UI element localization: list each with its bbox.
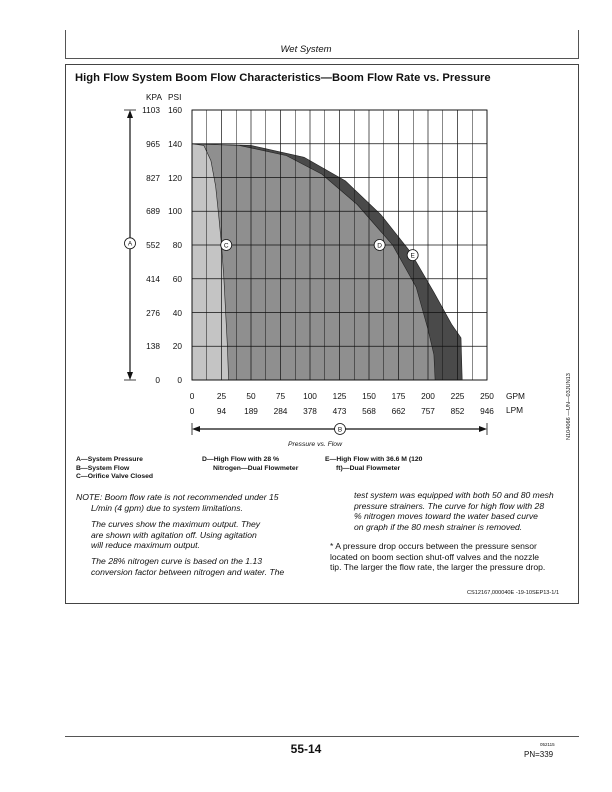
note-1-line-2: L/min (4 gpm) due to system limitations. — [91, 502, 243, 513]
kpa-tick-label: 1103 — [142, 105, 160, 115]
psi-tick-label: 100 — [168, 206, 182, 217]
note-2-line-3: will reduce maximum output. — [91, 540, 200, 551]
gpm-tick-label: 50 — [246, 391, 256, 401]
legend-e-line2: ft)—Dual Flowmeter — [336, 464, 401, 472]
note-5-line-1: * A pressure drop occurs between the pressure sensor — [330, 541, 537, 551]
gpm-tick-label: 125 — [332, 391, 347, 401]
lpm-tick-label: 946 — [480, 406, 494, 416]
gpm-tick-label: 75 — [275, 391, 286, 401]
note-4-line-3: % nitrogen moves toward the water based curve — [354, 511, 538, 522]
note-1-line-1: NOTE: Boom flow rate is not recommended under 15 — [76, 492, 279, 502]
gpm-tick-label: 200 — [421, 391, 435, 401]
lpm-label: LPM — [506, 405, 524, 415]
kpa-tick-label: 552 — [146, 240, 160, 250]
psi-tick-label: 160 — [168, 105, 182, 115]
note-3-line-1: The 28% nitrogen curve is based on the 1.13 — [91, 556, 263, 566]
kpa-tick-label: 827 — [146, 172, 160, 183]
psi-tick-label: 60 — [172, 273, 182, 284]
legend-c: C—Orifice Valve Closed — [76, 473, 154, 481]
footer-rule — [65, 736, 579, 737]
figure-side-code: N104066 —UN—03JUN13 — [566, 373, 572, 440]
psi-tick-label: 80 — [172, 240, 182, 250]
kpa-tick-label: 689 — [146, 206, 160, 217]
lpm-tick-label: 662 — [391, 406, 406, 416]
note-3-line-2: conversion factor between nitrogen and water. The — [91, 566, 285, 577]
note-1 — [76, 492, 279, 513]
legend-d-line1: D—High Flow with 28 % — [202, 456, 280, 463]
note-3 — [91, 556, 284, 577]
callout-e-label: E — [410, 252, 415, 260]
note-4-line-1: test system was equipped with both 50 and 80 mesh — [354, 490, 554, 500]
psi-tick-label: 0 — [177, 375, 182, 385]
gpm-tick-label: 0 — [189, 391, 195, 401]
footer-pn: PN=339 — [524, 750, 554, 759]
pressure-arrow-top — [127, 110, 133, 118]
callout-c-label: C — [223, 242, 229, 250]
note-2 — [91, 519, 260, 551]
callout-a-label: A — [127, 240, 133, 248]
section-title: Wet System — [280, 44, 332, 55]
legend-d-line2: Nitrogen—Dual Flowmeter — [213, 464, 299, 472]
callout-d-label: D — [377, 242, 382, 250]
lpm-tick-label: 284 — [273, 406, 288, 416]
psi-tick-label: 140 — [168, 138, 182, 149]
note-4-line-4: on graph if the 80 mesh strainer is removed. — [354, 521, 523, 532]
kpa-tick-label: 138 — [146, 341, 160, 352]
lpm-tick-label: 473 — [332, 406, 347, 416]
note-4-line-2: pressure strainers. The curve for high flow with 28 — [354, 500, 545, 511]
legend-e-line1: E—High Flow with 36.6 M (120 — [325, 456, 423, 463]
flow-arrow-right — [479, 426, 487, 432]
lpm-tick-label: 94 — [216, 406, 227, 416]
flow-arrow-left — [192, 426, 200, 432]
note-2-line-2: are shown with agitation off. Using agitation — [91, 529, 257, 540]
psi-tick-label: 20 — [172, 341, 182, 352]
psi-tick-label: 120 — [168, 172, 182, 183]
note-5-line-2: located on boom section shut-off valves and the nozzle — [330, 551, 540, 562]
kpa-header: KPA — [146, 92, 162, 102]
gpm-tick-label: 225 — [450, 391, 465, 401]
gpm-tick-label: 175 — [391, 391, 406, 401]
psi-tick-label: 40 — [172, 307, 182, 318]
gpm-tick-label: 150 — [362, 391, 376, 401]
gpm-tick-label: 250 — [480, 391, 494, 401]
kpa-tick-label: 414 — [146, 273, 160, 284]
kpa-tick-label: 276 — [146, 307, 160, 318]
lpm-tick-label: 378 — [303, 406, 317, 416]
lpm-tick-label: 568 — [362, 406, 376, 416]
kpa-tick-label: 965 — [146, 138, 160, 149]
lpm-tick-label: 852 — [450, 406, 465, 416]
legend-b: B—System Flow — [76, 464, 130, 472]
psi-header: PSI — [168, 92, 182, 102]
note-5 — [330, 541, 545, 573]
kpa-tick-label: 0 — [155, 375, 160, 385]
callout-b-label: B — [337, 426, 343, 434]
gpm-label: GPM — [506, 391, 525, 401]
gpm-tick-label: 100 — [303, 391, 317, 401]
footer-code: 052115 — [540, 742, 555, 747]
legend-col-3 — [325, 456, 422, 473]
gpm-tick-label: 25 — [216, 391, 227, 401]
lpm-tick-label: 0 — [189, 406, 195, 416]
chart-caption: Pressure vs. Flow — [287, 441, 342, 448]
pressure-arrow-bottom — [127, 372, 133, 380]
legend-a: A—System Pressure — [76, 456, 143, 463]
note-2-line-1: The curves show the maximum output. They — [91, 519, 261, 529]
lpm-tick-label: 757 — [421, 406, 435, 416]
page-number: 55-14 — [290, 742, 322, 756]
note-5-line-3: tip. The larger the flow rate, the larger the pressure drop. — [330, 562, 546, 573]
figure-title: High Flow System Boom Flow Characteristics—Boom Flow Rate vs. Pressure — [75, 72, 491, 84]
reference-code: CS12167,000040E -19-10SEP13-1/1 — [467, 590, 560, 596]
chart-grid — [192, 110, 487, 380]
lpm-tick-label: 189 — [244, 406, 258, 416]
legend-col-1 — [76, 456, 153, 482]
legend-col-2 — [202, 456, 298, 473]
note-4 — [354, 490, 554, 532]
